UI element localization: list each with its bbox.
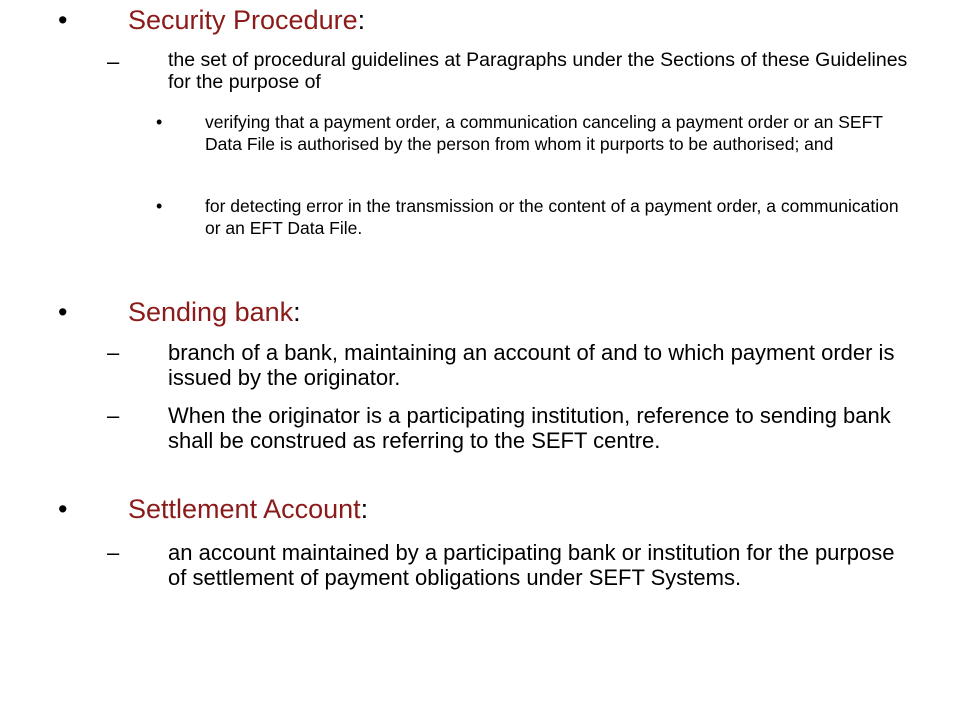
definition-text: When the originator is a participating institution, reference to sending bank shall be construed as referring to the SEFT centre. bbox=[168, 403, 891, 453]
bullet-marker: • bbox=[58, 494, 68, 524]
dash-marker: – bbox=[107, 340, 120, 365]
heading-colon: : bbox=[293, 297, 301, 327]
section-heading bbox=[128, 493, 368, 525]
dash-marker: – bbox=[107, 49, 120, 74]
dash-marker: – bbox=[107, 403, 120, 428]
definition-text: an account maintained by a participating bank or institution for the purpose of settlement of payment obligations under SEFT Systems. bbox=[168, 540, 895, 590]
sub-bullet-marker: • bbox=[156, 196, 163, 216]
subitem-text: verifying that a payment order, a communication canceling a payment order or an SEFT Data File is authorised by the person from whom it purports to be authorised; and bbox=[205, 112, 883, 154]
section-heading bbox=[128, 4, 365, 36]
term-sending-bank: Sending bank bbox=[128, 297, 294, 327]
term-settlement-account: Settlement Account bbox=[128, 494, 361, 524]
definition-text: the set of procedural guidelines at Paragraphs under the Sections of these Guidelines for the purpose of bbox=[168, 49, 908, 93]
term-security-procedure: Security Procedure bbox=[128, 5, 358, 35]
definition-text: branch of a bank, maintaining an account of and to which payment order is issued by the originator. bbox=[168, 340, 895, 390]
section-heading bbox=[128, 296, 301, 328]
sub-bullet-marker: • bbox=[156, 112, 163, 132]
bullet-marker: • bbox=[58, 297, 68, 327]
subitem-text: for detecting error in the transmission or the content of a payment order, a communication or an EFT Data File. bbox=[205, 196, 899, 238]
bullet-marker: • bbox=[58, 5, 68, 35]
heading-colon: : bbox=[360, 494, 369, 524]
heading-colon: : bbox=[357, 5, 366, 35]
dash-marker: – bbox=[107, 540, 120, 565]
